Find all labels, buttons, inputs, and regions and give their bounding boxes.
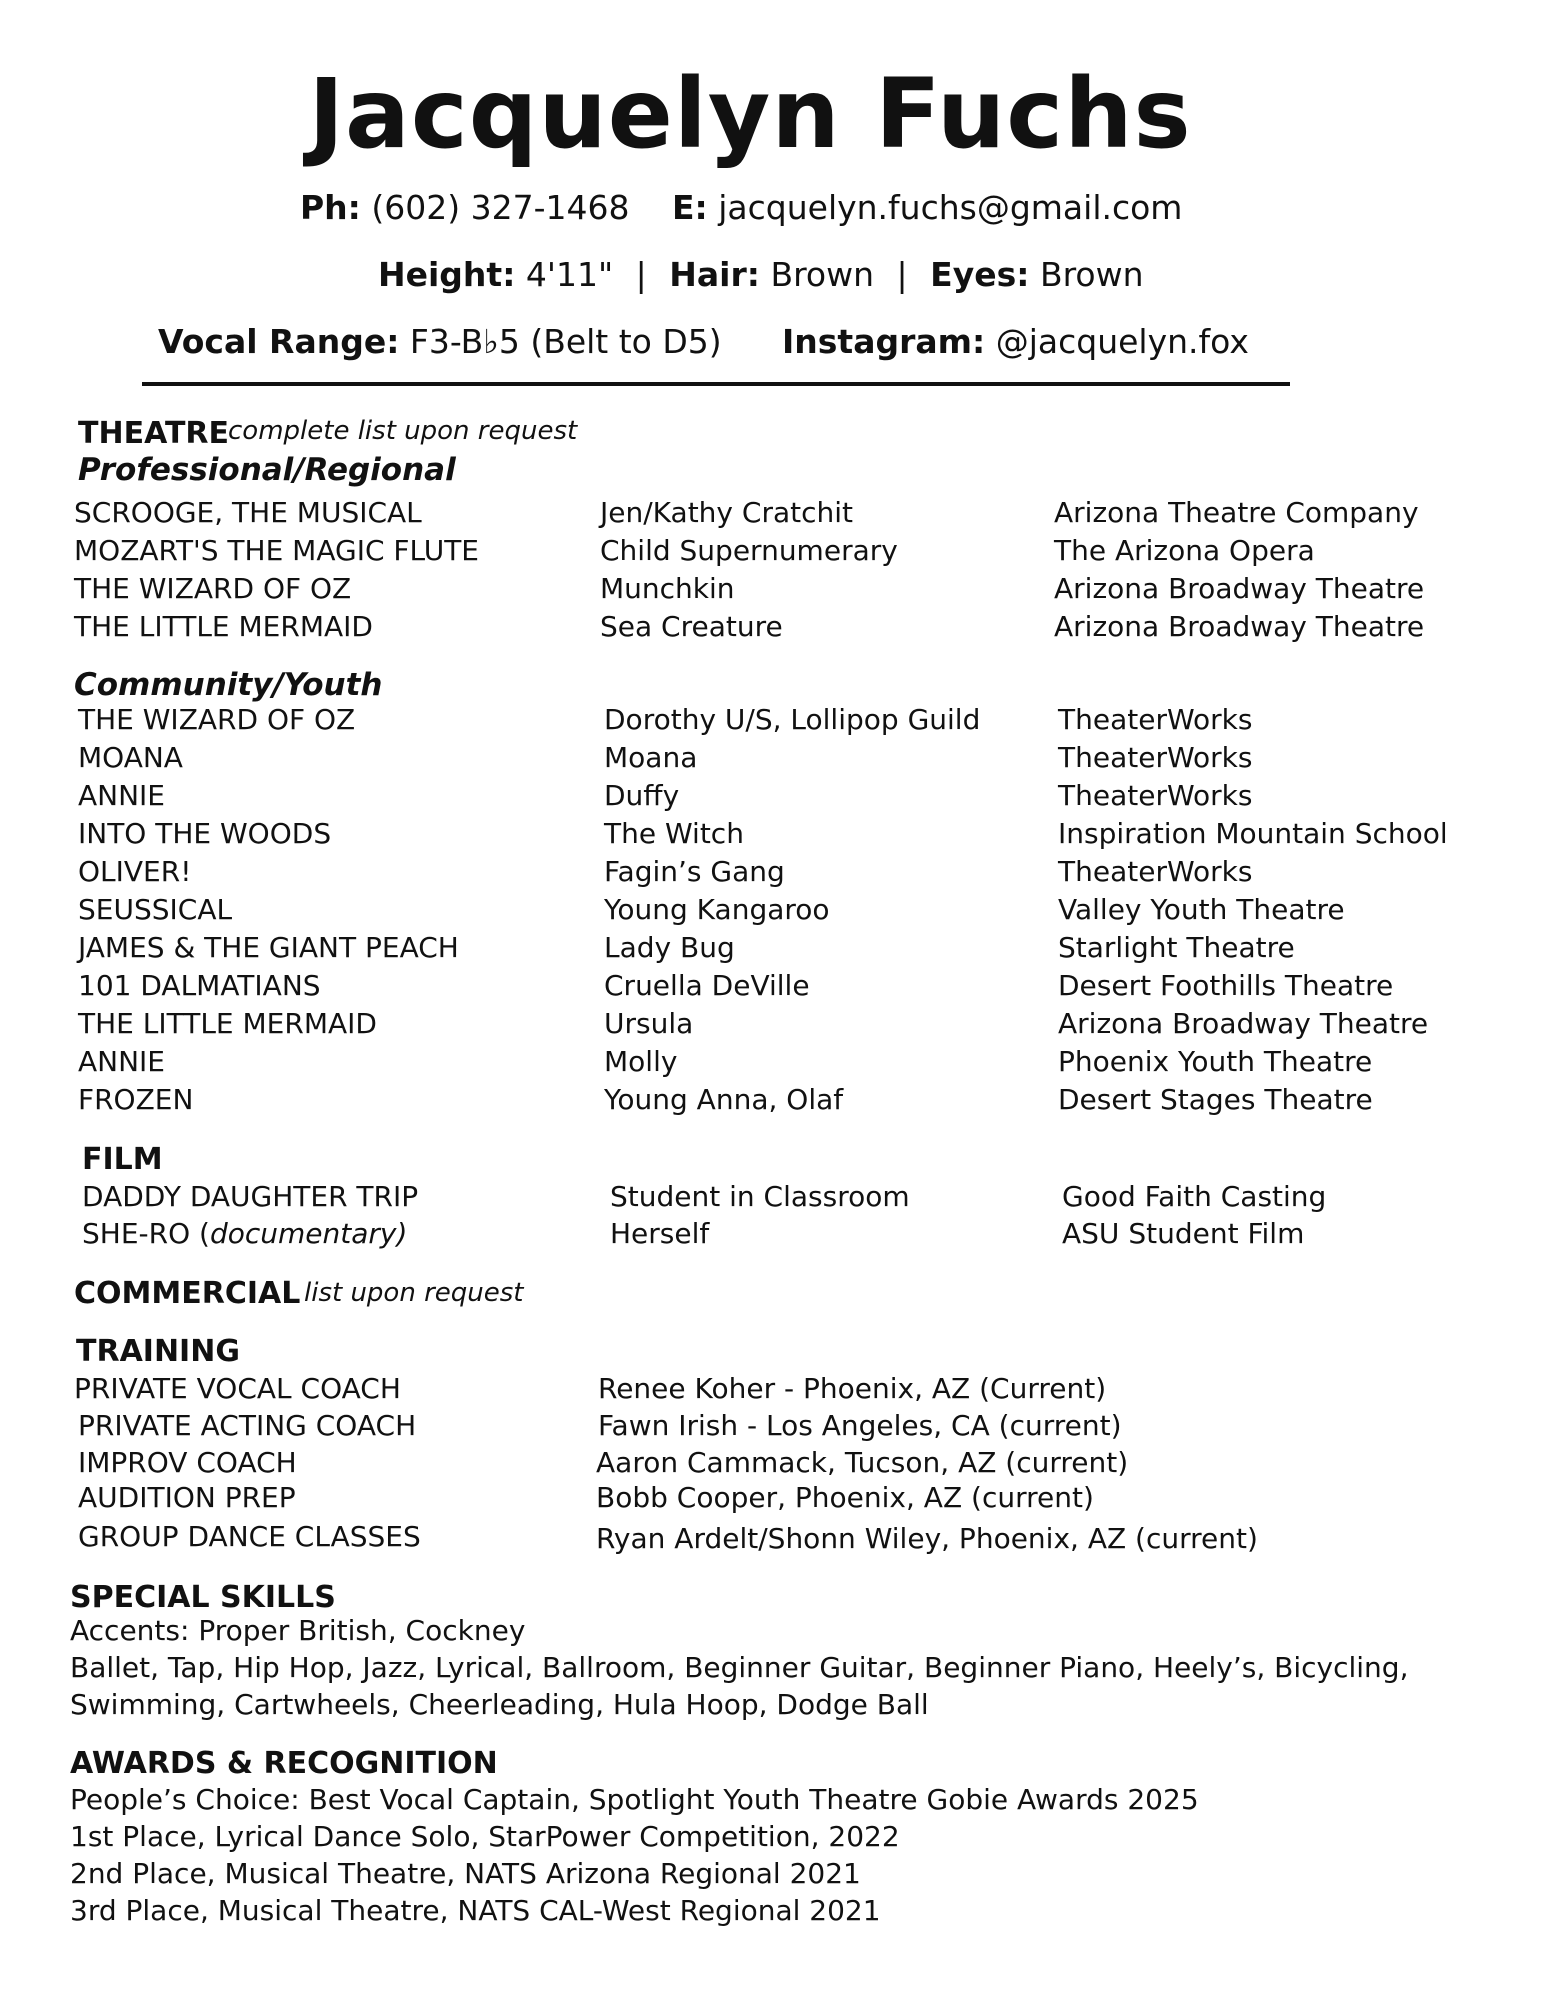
credit-company: Inspiration Mountain School (1058, 817, 1448, 850)
award-line: 2nd Place, Musical Theatre, NATS Arizona Regional 2021 (70, 1857, 861, 1890)
training-detail: Fawn Irish - Los Angeles, CA (current) (598, 1409, 1122, 1442)
email-value: jacquelyn.fuchs@gmail.com (718, 188, 1183, 227)
credit-show: FROZEN (78, 1083, 194, 1116)
community-subheading: Community/Youth (74, 667, 383, 703)
hair-label: Hair: (669, 255, 760, 294)
commercial-heading: COMMERCIAL (74, 1276, 301, 1311)
skills-line: Ballet, Tap, Hip Hop, Jazz, Lyrical, Ballroom, Beginner Guitar, Beginner Piano, Heely’s, Bicycling, (70, 1651, 1409, 1684)
credit-role: Herself (610, 1217, 710, 1250)
credit-show: OLIVER! (78, 855, 192, 888)
show-qualifier: documentary) (209, 1217, 408, 1250)
credit-show: THE WIZARD OF OZ (78, 703, 356, 736)
credit-show: SCROOGE, THE MUSICAL (74, 496, 422, 529)
training-item: AUDITION PREP (78, 1481, 296, 1514)
credit-role: Young Kangaroo (604, 893, 830, 926)
credit-show: ANNIE (78, 1045, 165, 1078)
height-label: Height: (378, 255, 516, 294)
credit-company: TheaterWorks (1058, 855, 1253, 888)
commercial-note: list upon request (304, 1278, 524, 1308)
training-detail: Aaron Cammack, Tucson, AZ (current) (596, 1446, 1129, 1479)
email-line (672, 188, 1182, 227)
instagram-value: @jacquelyn.fox (995, 322, 1249, 361)
skills-heading: SPECIAL SKILLS (70, 1580, 336, 1615)
credit-role: Duffy (604, 779, 680, 812)
award-line: 1st Place, Lyrical Dance Solo, StarPower Competition, 2022 (70, 1820, 900, 1853)
credit-show: ANNIE (78, 779, 165, 812)
appearance-line (378, 255, 1144, 294)
credit-role: Sea Creature (600, 610, 783, 643)
eyes-value: Brown (1039, 255, 1144, 294)
credit-company: Valley Youth Theatre (1058, 893, 1345, 926)
credit-company: The Arizona Opera (1054, 534, 1315, 567)
credit-show: THE LITTLE MERMAID (74, 610, 373, 643)
skills-line: Swimming, Cartwheels, Cheerleading, Hula Hoop, Dodge Ball (70, 1688, 929, 1721)
credit-role: Cruella DeVille (604, 969, 810, 1002)
credit-role: Lady Bug (604, 931, 735, 964)
credit-company: Arizona Broadway Theatre (1058, 1007, 1429, 1040)
credit-show: THE LITTLE MERMAID (78, 1007, 377, 1040)
training-item: GROUP DANCE CLASSES (78, 1520, 421, 1553)
vocal-value: F3-B♭5 (Belt to D5) (409, 322, 722, 361)
credit-role: Moana (604, 741, 698, 774)
credit-company: TheaterWorks (1058, 779, 1253, 812)
instagram-label: Instagram: (782, 322, 986, 361)
credit-show: MOANA (78, 741, 183, 774)
film-heading: FILM (82, 1142, 163, 1177)
credit-company: TheaterWorks (1058, 703, 1253, 736)
theatre-heading: THEATRE (78, 416, 230, 451)
header-divider (142, 382, 1290, 386)
height-value: 4'11" (525, 255, 614, 294)
separator: | (635, 255, 647, 294)
credit-company: Starlight Theatre (1058, 931, 1295, 964)
email-label: E: (672, 188, 708, 227)
credit-company: Desert Stages Theatre (1058, 1083, 1373, 1116)
theatre-note: complete list upon request (228, 416, 578, 446)
phone-label: Ph: (300, 188, 361, 227)
phone-value: (602) 327-1468 (371, 188, 630, 227)
credit-role: Dorothy U/S, Lollipop Guild (604, 703, 981, 736)
training-item: IMPROV COACH (78, 1446, 297, 1479)
credit-show (82, 1217, 407, 1250)
credit-role: Munchkin (600, 572, 735, 605)
professional-subheading: Professional/Regional (78, 452, 456, 488)
credit-company: TheaterWorks (1058, 741, 1253, 774)
credit-show: MOZART'S THE MAGIC FLUTE (74, 534, 480, 567)
vocal-label: Vocal Range: (158, 322, 400, 361)
credit-show: THE WIZARD OF OZ (74, 572, 352, 605)
training-item: PRIVATE VOCAL COACH (74, 1372, 401, 1405)
award-line: 3rd Place, Musical Theatre, NATS CAL-West Regional 2021 (70, 1894, 881, 1927)
award-line: People’s Choice: Best Vocal Captain, Spotlight Youth Theatre Gobie Awards 2025 (70, 1783, 1199, 1816)
hair-value: Brown (770, 255, 875, 294)
credit-role: Young Anna, Olaf (604, 1083, 844, 1116)
vocal-line (158, 322, 722, 361)
credit-show: 101 DALMATIANS (78, 969, 321, 1002)
training-heading: TRAINING (76, 1334, 240, 1369)
credit-role: Ursula (604, 1007, 694, 1040)
instagram-line (782, 322, 1249, 361)
credit-company: Desert Foothills Theatre (1058, 969, 1394, 1002)
show-title: SHE-RO ( (82, 1217, 210, 1250)
credit-show: SEUSSICAL (78, 893, 233, 926)
credit-company: Phoenix Youth Theatre (1058, 1045, 1373, 1078)
training-item: PRIVATE ACTING COACH (78, 1409, 417, 1442)
credit-role: Student in Classroom (610, 1180, 910, 1213)
training-detail: Ryan Ardelt/Shonn Wiley, Phoenix, AZ (current) (596, 1522, 1258, 1555)
credit-company: ASU Student Film (1062, 1217, 1305, 1250)
eyes-label: Eyes: (930, 255, 1030, 294)
credit-role: Molly (604, 1045, 678, 1078)
credit-show: DADDY DAUGHTER TRIP (82, 1180, 419, 1213)
credit-role: Fagin’s Gang (604, 855, 785, 888)
credit-role: Child Supernumerary (600, 534, 898, 567)
skills-line: Accents: Proper British, Cockney (70, 1614, 526, 1647)
training-detail: Bobb Cooper, Phoenix, AZ (current) (596, 1481, 1094, 1514)
credit-company: Arizona Theatre Company (1054, 496, 1419, 529)
credit-show: INTO THE WOODS (78, 817, 332, 850)
credit-company: Good Faith Casting (1062, 1180, 1327, 1213)
credit-role: Jen/Kathy Cratchit (600, 496, 853, 529)
separator: | (896, 255, 908, 294)
phone-line (300, 188, 630, 227)
credit-company: Arizona Broadway Theatre (1054, 610, 1425, 643)
training-detail: Renee Koher - Phoenix, AZ (Current) (598, 1372, 1107, 1405)
credit-role: The Witch (604, 817, 744, 850)
credit-show: JAMES & THE GIANT PEACH (78, 931, 459, 964)
resume-name: Jacquelyn Fuchs (308, 58, 1192, 170)
awards-heading: AWARDS & RECOGNITION (70, 1746, 498, 1781)
credit-company: Arizona Broadway Theatre (1054, 572, 1425, 605)
